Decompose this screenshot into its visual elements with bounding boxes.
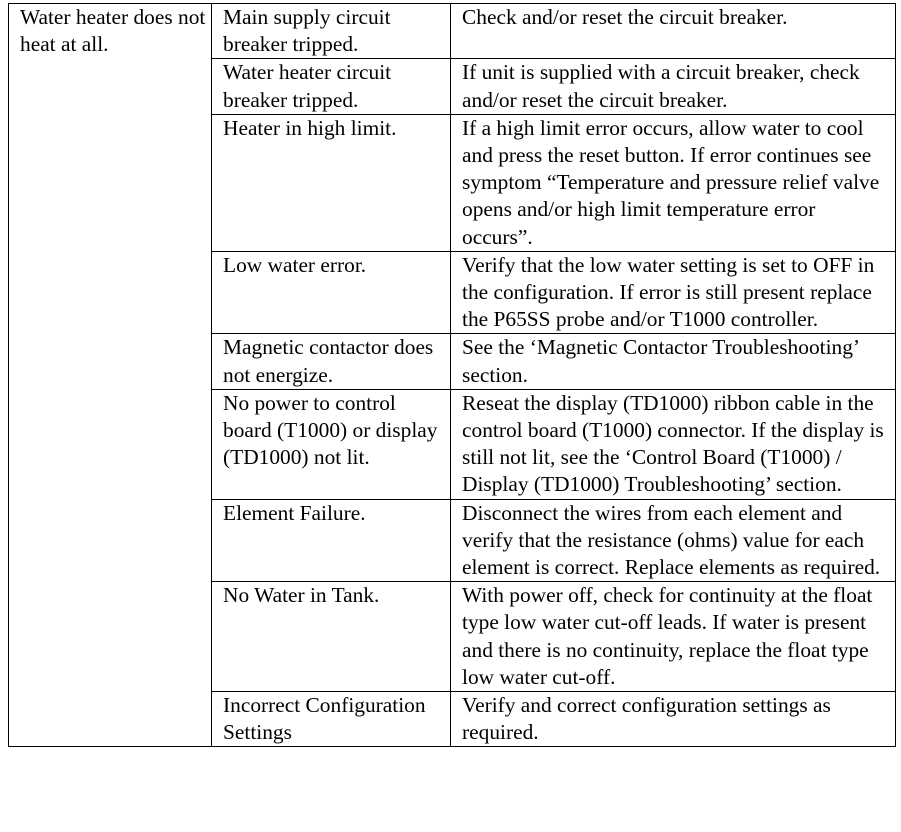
remedy-cell: Check and/or reset the circuit breaker. [451,4,896,59]
troubleshooting-table [8,3,896,747]
cause-cell: Heater in high limit. [212,114,451,251]
remedy-cell: With power off, check for continuity at the float type low water cut-off leads. If water is present and there is no continuity, replace the float type low water cut-off. [451,582,896,692]
remedy-cell: Verify that the low water setting is set to OFF in the configuration. If error is still present replace the P65SS probe and/or T1000 controller. [451,251,896,334]
remedy-cell: If a high limit error occurs, allow water to cool and press the reset button. If error continues see symptom “Temperature and pressure relief valve opens and/or high limit temperature error occurs”. [451,114,896,251]
cause-cell: Water heater circuit breaker tripped. [212,59,451,114]
remedy-cell: Reseat the display (TD1000) ribbon cable in the control board (T1000) connector. If the display is still not lit, see the ‘Control Board (T1000) / Display (TD1000) Troubleshooting’ section. [451,389,896,499]
table-row [9,4,896,59]
cause-cell: Magnetic contactor does not energize. [212,334,451,389]
cause-cell: No power to control board (T1000) or display (TD1000) not lit. [212,389,451,499]
troubleshooting-table-container [8,3,895,747]
remedy-cell: If unit is supplied with a circuit breaker, check and/or reset the circuit breaker. [451,59,896,114]
remedy-cell: Verify and correct configuration settings as required. [451,692,896,747]
cause-cell: Low water error. [212,251,451,334]
cause-cell: Incorrect Configuration Settings [212,692,451,747]
remedy-cell: See the ‘Magnetic Contactor Troubleshooting’ section. [451,334,896,389]
remedy-cell: Disconnect the wires from each element and verify that the resistance (ohms) value for each element is correct. Replace elements as required. [451,499,896,582]
symptom-cell: Water heater does not heat at all. [9,4,212,747]
cause-cell: Element Failure. [212,499,451,582]
cause-cell: No Water in Tank. [212,582,451,692]
cause-cell: Main supply circuit breaker tripped. [212,4,451,59]
